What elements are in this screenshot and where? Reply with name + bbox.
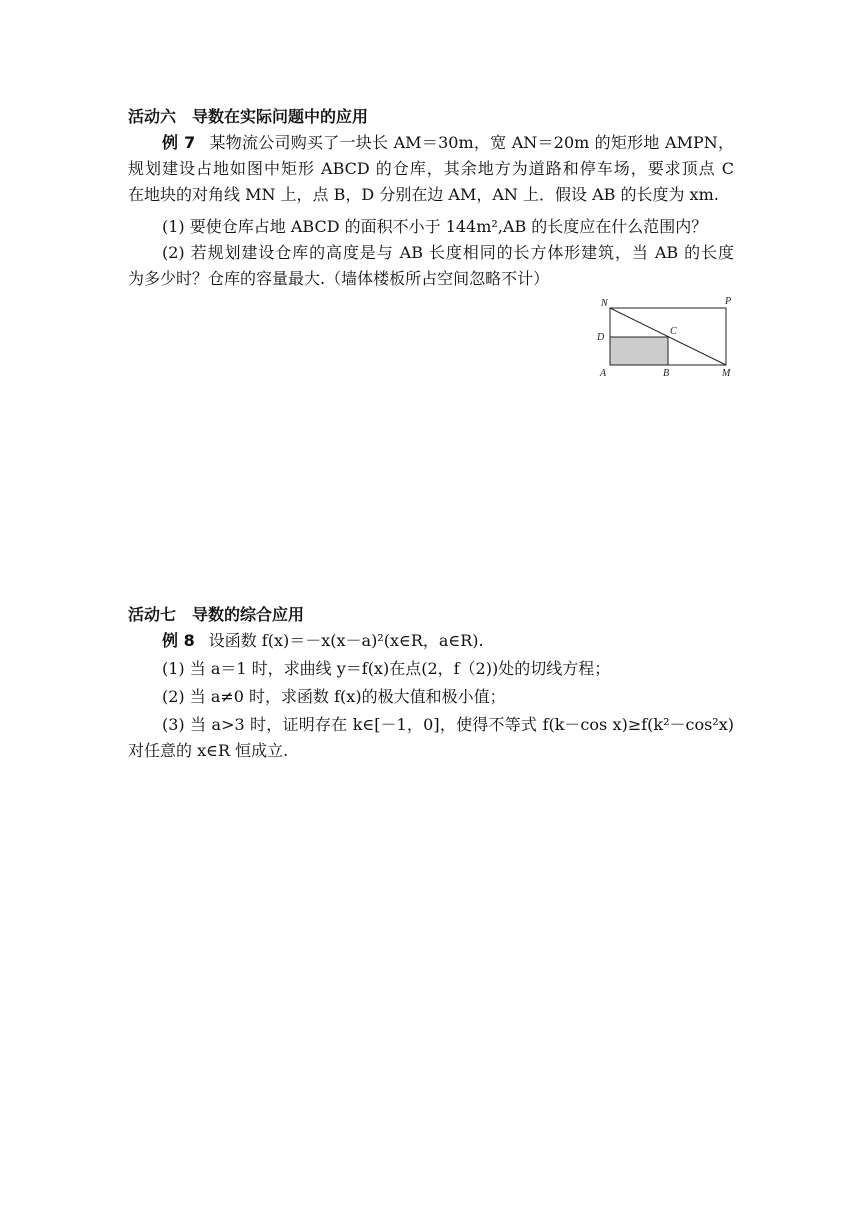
label-p: P bbox=[725, 296, 732, 307]
label-b: B bbox=[663, 368, 670, 379]
example8-text: 设函数 f(x)＝－x(x－a)²(x∈R，a∈R). bbox=[208, 631, 484, 650]
example7-label: 例 7 bbox=[162, 133, 196, 152]
example7-question2-line2: 为多少时？仓库的容量最大.（墙体楼板所占空间忽略不计） bbox=[128, 269, 550, 288]
example7-question1: (1) 要使仓库占地 ABCD 的面积不小于 144m²,AB 的长度应在什么范围内？ bbox=[162, 217, 708, 236]
section6-heading: 活动六 导数在实际问题中的应用 bbox=[128, 107, 369, 126]
example8-question2: (2) 当 a≠0 时，求函数 f(x)的极大值和极小值； bbox=[162, 687, 506, 706]
label-a: A bbox=[600, 368, 607, 379]
example8-label: 例 8 bbox=[162, 631, 195, 650]
label-d: D bbox=[597, 332, 605, 343]
example7-text1: 某物流公司购买了一块长 AM＝30m，宽 AN＝20m 的矩形地 AMPN， bbox=[209, 133, 734, 152]
label-m: M bbox=[722, 368, 731, 379]
rectangle-diagram bbox=[594, 294, 740, 380]
example7-line1 bbox=[162, 130, 734, 156]
example7-question2-line1: (2) 若规划建设仓库的高度是与 AB 长度相同的长方体形建筑，当 AB 的长度 bbox=[162, 243, 734, 262]
example8-question3-line1: (3) 当 a>3 时，证明存在 k∈[－1，0]，使得不等式 f(k－cos x)≥f(k²－cos²x) bbox=[162, 715, 734, 734]
section7-heading: 活动七 导数的综合应用 bbox=[128, 605, 305, 624]
example7-line2: 规划建设占地如图中矩形 ABCD 的仓库，其余地方为道路和停车场，要求顶点 C bbox=[128, 159, 734, 178]
example8-line1 bbox=[162, 628, 734, 654]
warehouse-rect-abcd bbox=[610, 337, 668, 365]
label-n: N bbox=[601, 298, 608, 309]
label-c: C bbox=[670, 326, 677, 337]
example8-question1: (1) 当 a＝1 时，求曲线 y＝f(x)在点(2，f（2))处的切线方程； bbox=[162, 659, 611, 678]
example7-line3: 在地块的对角线 MN 上，点 B，D 分别在边 AM，AN 上．假设 AB 的长度为 xm. bbox=[128, 185, 719, 204]
example8-question3-line2: 对任意的 x∈R 恒成立. bbox=[128, 741, 289, 760]
